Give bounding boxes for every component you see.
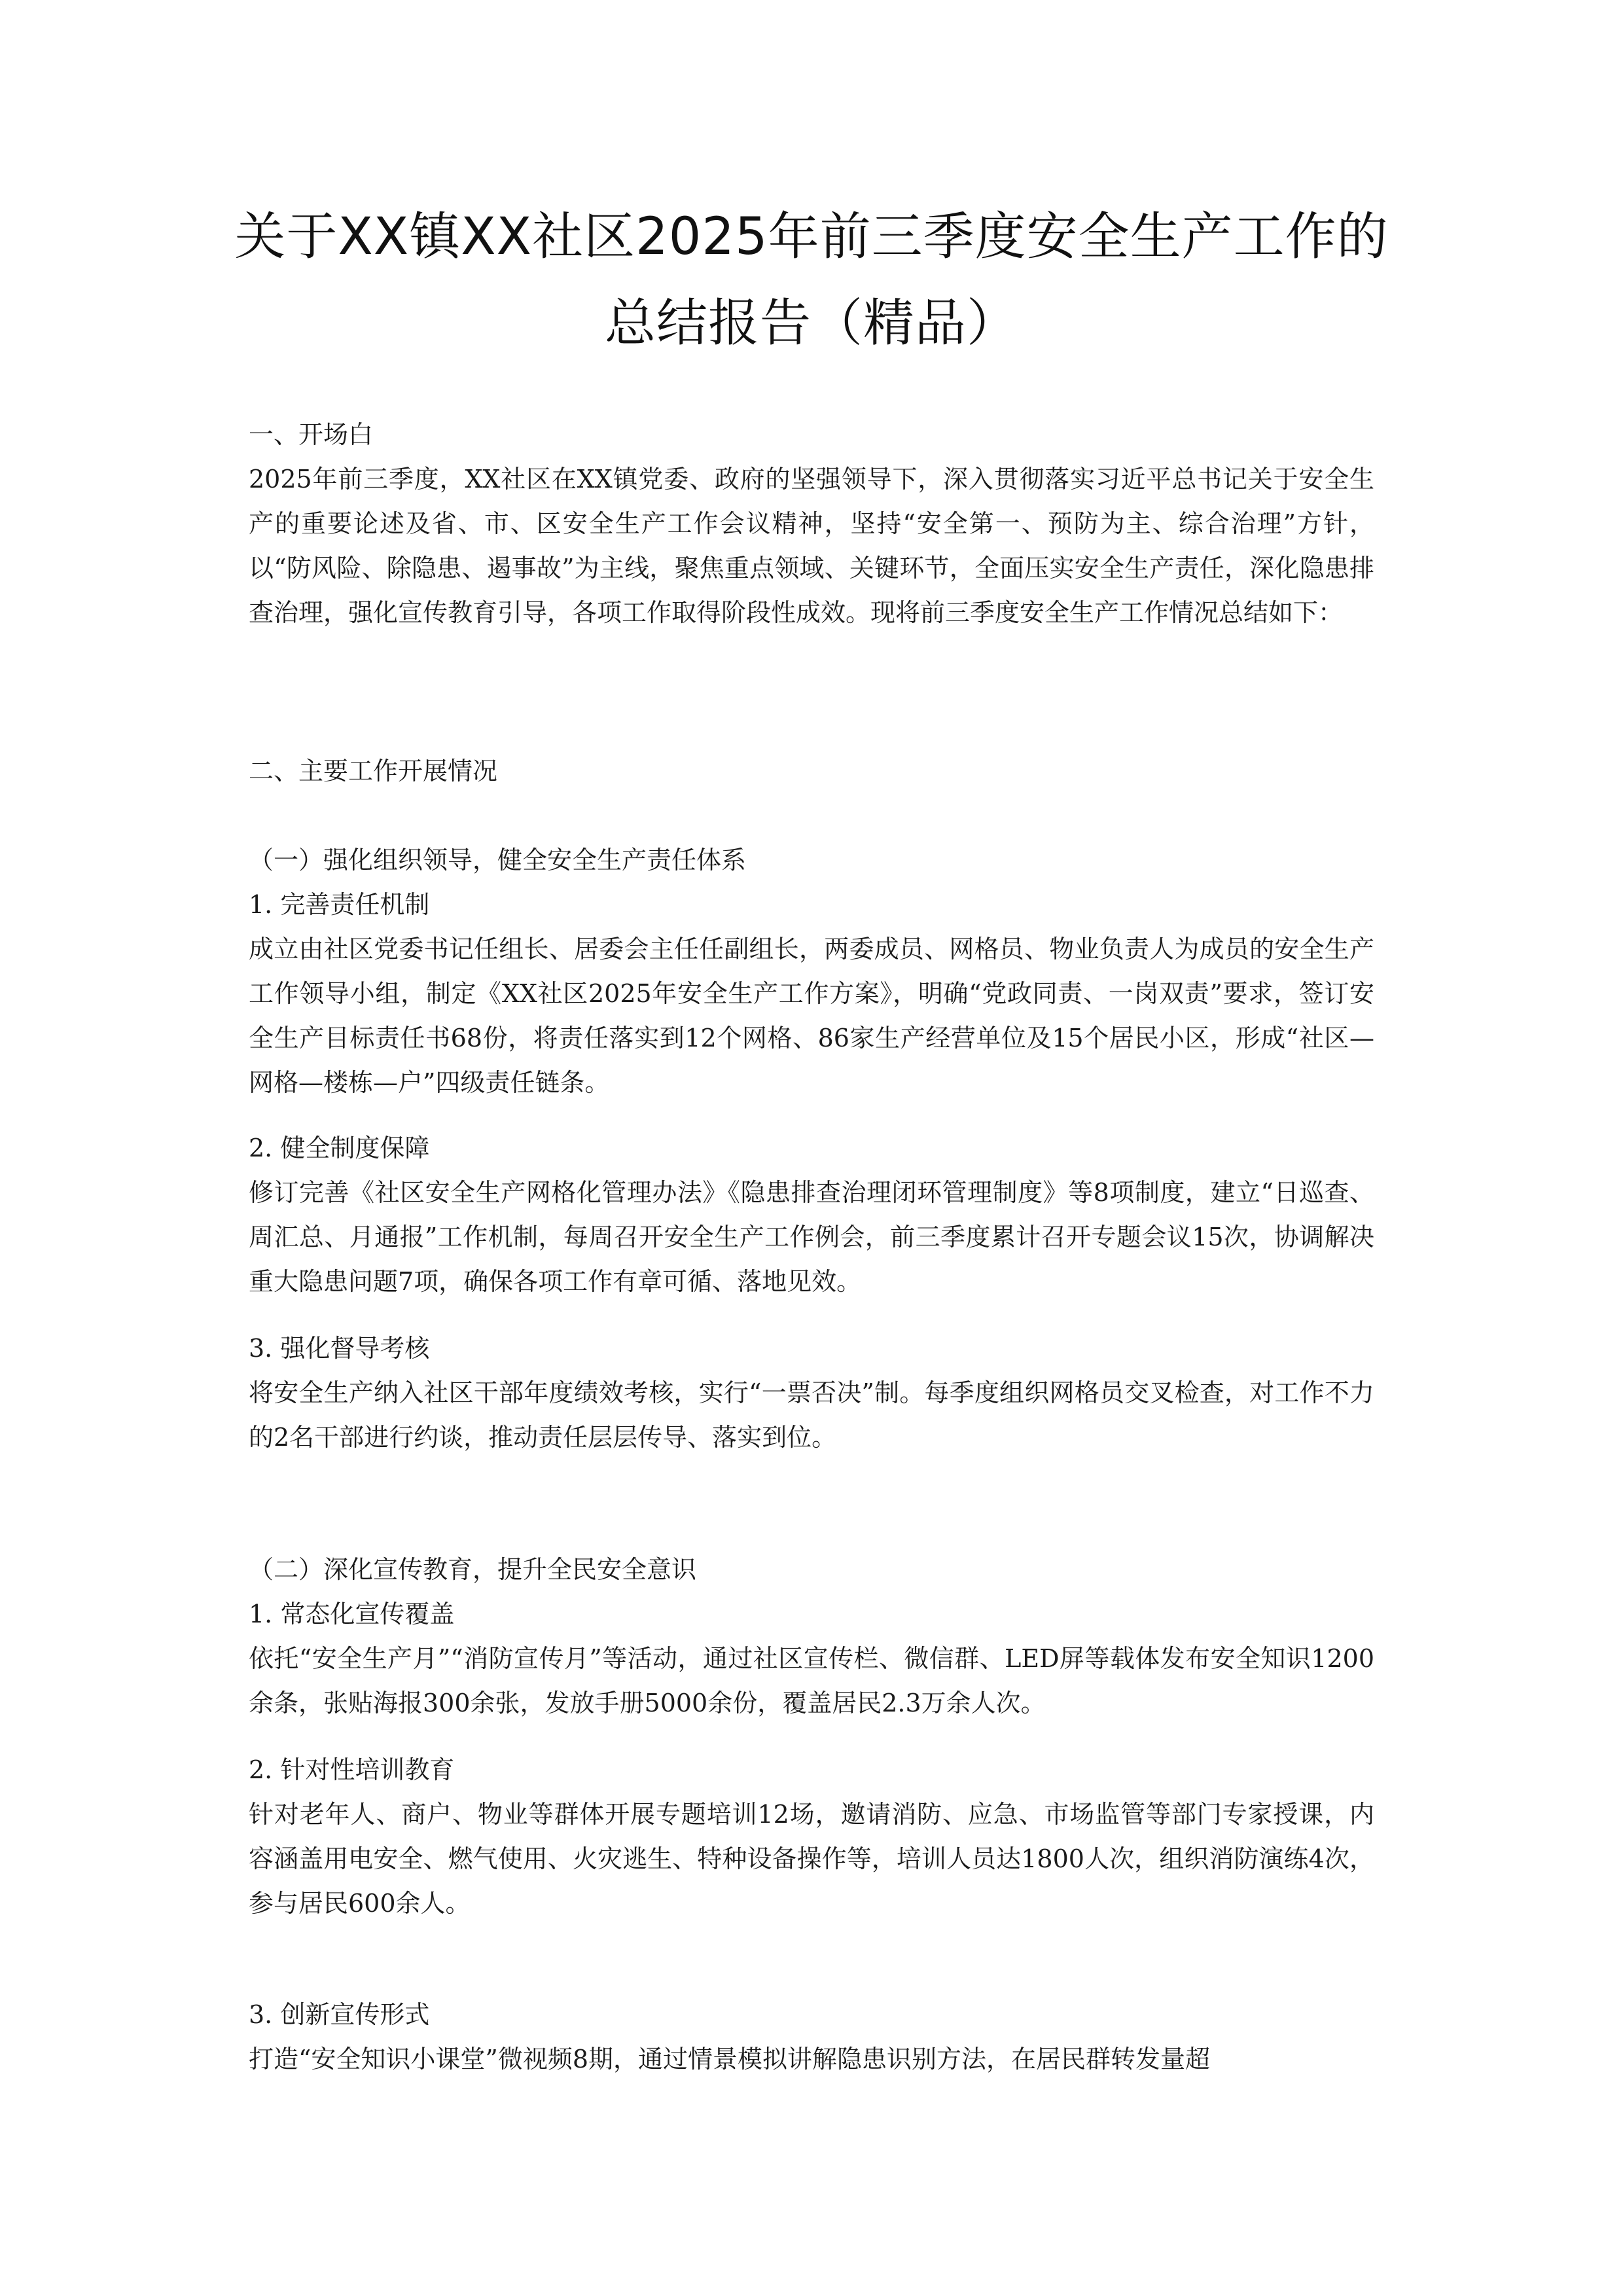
item-title-2-2: 2. 针对性培训教育 (249, 1755, 455, 1784)
document-title-line-2: 总结报告（精品） (604, 294, 1018, 353)
item-title-1-3: 3. 强化督导考核 (249, 1334, 430, 1363)
item-text-1-3: 将安全生产纳入社区干部年度绩效考核，实行“一票否决”制。每季度组织网格员交叉检查，对工作不力的2名干部进行约谈，推动责任层层传导、落实到位。 (249, 1378, 1374, 1452)
section-heading-opening: 一、开场白 (249, 420, 374, 449)
item-title-2-3: 3. 创新宣传形式 (249, 2000, 430, 2029)
item-title-1-1: 1. 完善责任机制 (249, 890, 430, 919)
section-heading-main-work: 二、主要工作开展情况 (249, 757, 498, 785)
subsection-heading-2: （二）深化宣传教育，提升全民安全意识 (249, 1555, 697, 1584)
document-title-line-1: 关于XX镇XX社区2025年前三季度安全生产工作的 (234, 207, 1389, 266)
item-text-1-2: 修订完善《社区安全生产网格化管理办法》《隐患排查治理闭环管理制度》等8项制度，建立“日巡查、周汇总、月通报”工作机制，每周召开安全生产工作例会，前三季度累计召开专题会议15次，协调解决重大隐患问题7项，确保各项工作有章可循、落地见效。 (249, 1178, 1374, 1296)
item-text-2-2: 针对老年人、商户、物业等群体开展专题培训12场，邀请消防、应急、市场监管等部门专家授课，内容涵盖用电安全、燃气使用、火灾逃生、特种设备操作等，培训人员达1800人次，组织消防演练4次，参与居民600余人。 (249, 1800, 1374, 1918)
item-text-2-1: 依托“安全生产月”“消防宣传月”等活动，通过社区宣传栏、微信群、LED屏等载体发布安全知识1200余条，张贴海报300余张，发放手册5000余份，覆盖居民2.3万余人次。 (249, 1644, 1374, 1717)
item-text-2-3: 打造“安全知识小课堂”微视频8期，通过情景模拟讲解隐患识别方法，在居民群转发量超 (249, 2045, 1211, 2073)
opening-paragraph: 2025年前三季度，XX社区在XX镇党委、政府的坚强领导下，深入贯彻落实习近平总书记关于安全生产的重要论述及省、市、区安全生产工作会议精神，坚持“安全第一、预防为主、综合治理”方针，以“防风险、除隐患、遏事故”为主线，聚焦重点领域、关键环节，全面压实安全生产责任，深化隐患排查治理，强化宣传教育引导，各项工作取得阶段性成效。现将前三季度安全生产工作情况总结如下： (249, 465, 1374, 627)
item-title-1-2: 2. 健全制度保障 (249, 1134, 430, 1162)
item-title-2-1: 1. 常态化宣传覆盖 (249, 1600, 455, 1628)
subsection-heading-1: （一）强化组织领导，健全安全生产责任体系 (249, 846, 747, 874)
item-text-1-1: 成立由社区党委书记任组长、居委会主任任副组长，两委成员、网格员、物业负责人为成员的安全生产工作领导小组，制定《XX社区2025年安全生产工作方案》，明确“党政同责、一岗双责”要求，签订安全生产目标责任书68份，将责任落实到12个网格、86家生产经营单位及15个居民小区，形成“社区—网格—楼栋—户”四级责任链条。 (249, 935, 1374, 1097)
